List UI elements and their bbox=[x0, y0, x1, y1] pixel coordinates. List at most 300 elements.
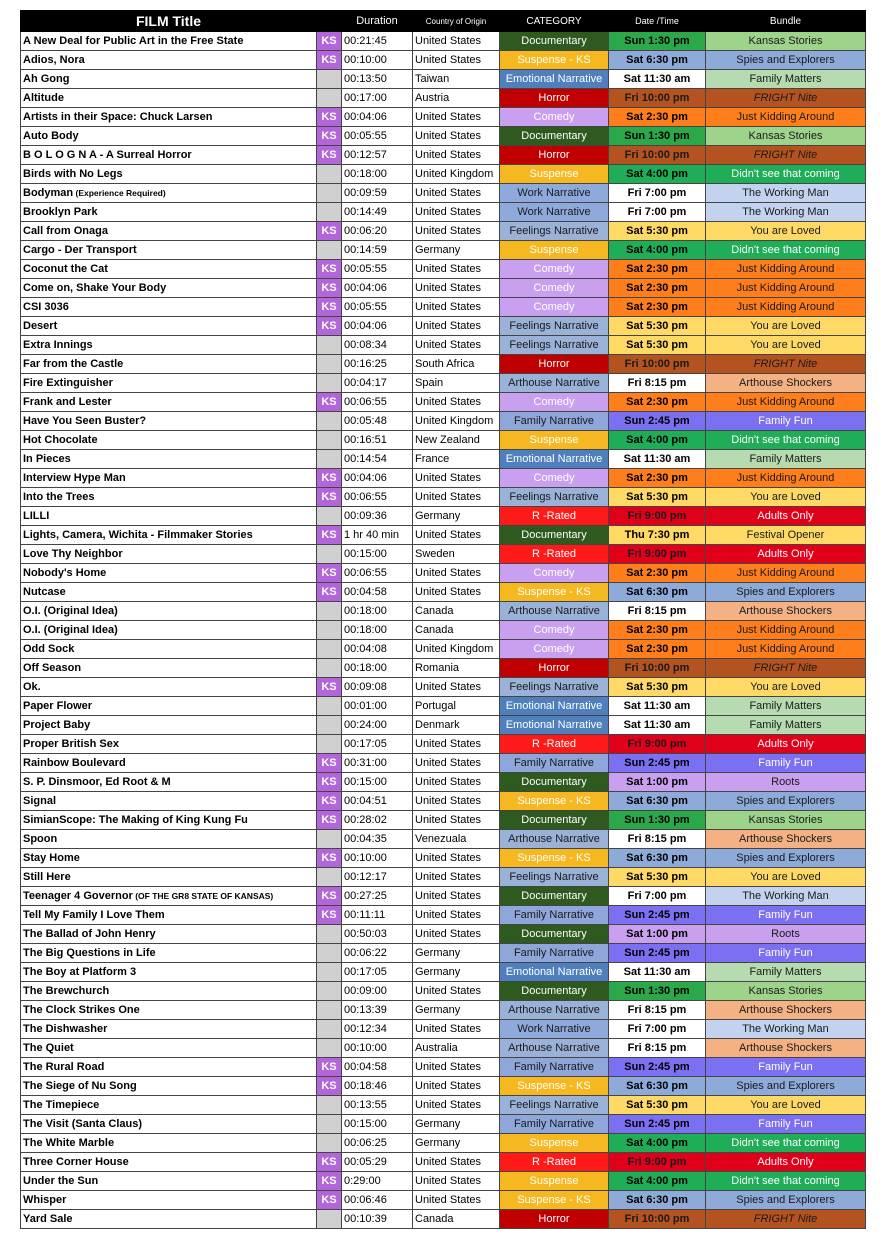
film-title: Have You Seen Buster? bbox=[23, 415, 147, 427]
ks-badge: KS bbox=[317, 1191, 342, 1210]
film-title-cell bbox=[21, 564, 317, 583]
film-title-cell bbox=[21, 925, 317, 944]
duration-cell: 00:16:51 bbox=[342, 431, 413, 450]
category-cell: Horror bbox=[500, 355, 609, 374]
film-title-cell bbox=[21, 184, 317, 203]
ks-badge: KS bbox=[317, 279, 342, 298]
table-row bbox=[21, 963, 866, 982]
datetime-cell: Fri 9:00 pm bbox=[609, 507, 706, 526]
datetime-cell: Sat 4:00 pm bbox=[609, 165, 706, 184]
ks-badge bbox=[317, 336, 342, 355]
ks-badge: KS bbox=[317, 754, 342, 773]
ks-badge: KS bbox=[317, 393, 342, 412]
ks-badge bbox=[317, 868, 342, 887]
bundle-cell: FRIGHT Nite bbox=[706, 659, 866, 678]
category-cell: Arthouse Narrative bbox=[500, 374, 609, 393]
film-title-cell bbox=[21, 811, 317, 830]
country-cell: United States bbox=[413, 773, 500, 792]
bundle-cell: Spies and Explorers bbox=[706, 51, 866, 70]
ks-badge: KS bbox=[317, 564, 342, 583]
datetime-cell: Sat 6:30 pm bbox=[609, 1077, 706, 1096]
film-title-cell bbox=[21, 583, 317, 602]
film-title-cell bbox=[21, 1115, 317, 1134]
country-cell: United States bbox=[413, 1096, 500, 1115]
category-cell: Emotional Narrative bbox=[500, 963, 609, 982]
film-title-cell bbox=[21, 450, 317, 469]
bundle-cell: Family Fun bbox=[706, 754, 866, 773]
film-title: Project Baby bbox=[23, 719, 91, 731]
category-cell: Suspense - KS bbox=[500, 1191, 609, 1210]
category-cell: R -Rated bbox=[500, 545, 609, 564]
table-row bbox=[21, 222, 866, 241]
table-row bbox=[21, 1172, 866, 1191]
duration-cell: 00:04:58 bbox=[342, 1058, 413, 1077]
duration-cell: 00:09:36 bbox=[342, 507, 413, 526]
category-cell: Documentary bbox=[500, 982, 609, 1001]
film-title: Ah Gong bbox=[23, 73, 70, 85]
table-row bbox=[21, 279, 866, 298]
country-cell: Canada bbox=[413, 1210, 500, 1229]
film-title-cell bbox=[21, 697, 317, 716]
film-title-cell bbox=[21, 773, 317, 792]
datetime-cell: Fri 10:00 pm bbox=[609, 89, 706, 108]
film-title: Auto Body bbox=[23, 130, 79, 142]
bundle-cell: Just Kidding Around bbox=[706, 393, 866, 412]
duration-cell: 00:31:00 bbox=[342, 754, 413, 773]
bundle-cell: Arthouse Shockers bbox=[706, 1039, 866, 1058]
bundle-cell: Spies and Explorers bbox=[706, 1191, 866, 1210]
table-row bbox=[21, 260, 866, 279]
country-cell: Germany bbox=[413, 241, 500, 260]
film-title-cell bbox=[21, 469, 317, 488]
bundle-cell: The Working Man bbox=[706, 203, 866, 222]
film-title-cell bbox=[21, 374, 317, 393]
duration-cell: 00:10:00 bbox=[342, 1039, 413, 1058]
table-row bbox=[21, 203, 866, 222]
table-row bbox=[21, 887, 866, 906]
ks-badge bbox=[317, 716, 342, 735]
bundle-cell: Family Fun bbox=[706, 1058, 866, 1077]
film-title: The Rural Road bbox=[23, 1061, 105, 1073]
country-cell: Germany bbox=[413, 963, 500, 982]
duration-cell: 00:04:06 bbox=[342, 108, 413, 127]
ks-badge: KS bbox=[317, 1172, 342, 1191]
datetime-cell: Sun 2:45 pm bbox=[609, 1115, 706, 1134]
datetime-cell: Fri 10:00 pm bbox=[609, 1210, 706, 1229]
bundle-cell: You are Loved bbox=[706, 222, 866, 241]
table-body bbox=[21, 32, 866, 1229]
bundle-cell: Didn't see that coming bbox=[706, 431, 866, 450]
film-title: CSI 3036 bbox=[23, 301, 69, 313]
table-row bbox=[21, 450, 866, 469]
bundle-cell: The Working Man bbox=[706, 887, 866, 906]
film-title-cell bbox=[21, 89, 317, 108]
table-row bbox=[21, 811, 866, 830]
ks-badge bbox=[317, 1096, 342, 1115]
country-cell: United States bbox=[413, 925, 500, 944]
bundle-cell: FRIGHT Nite bbox=[706, 89, 866, 108]
datetime-cell: Sat 1:00 pm bbox=[609, 925, 706, 944]
ks-badge bbox=[317, 431, 342, 450]
datetime-cell: Sun 2:45 pm bbox=[609, 944, 706, 963]
table-row bbox=[21, 906, 866, 925]
category-cell: Horror bbox=[500, 146, 609, 165]
film-title-cell bbox=[21, 906, 317, 925]
country-cell: New Zealand bbox=[413, 431, 500, 450]
film-title-cell bbox=[21, 1058, 317, 1077]
bundle-cell: You are Loved bbox=[706, 336, 866, 355]
country-cell: United States bbox=[413, 51, 500, 70]
country-cell: United Kingdom bbox=[413, 640, 500, 659]
bundle-cell: Just Kidding Around bbox=[706, 298, 866, 317]
film-title: Desert bbox=[23, 320, 58, 332]
category-cell: Comedy bbox=[500, 393, 609, 412]
film-title: Three Corner House bbox=[23, 1156, 129, 1168]
ks-badge: KS bbox=[317, 32, 342, 51]
ks-badge: KS bbox=[317, 488, 342, 507]
category-cell: Suspense - KS bbox=[500, 792, 609, 811]
ks-badge: KS bbox=[317, 317, 342, 336]
table-row bbox=[21, 374, 866, 393]
ks-badge: KS bbox=[317, 811, 342, 830]
ks-badge bbox=[317, 1134, 342, 1153]
country-cell: Germany bbox=[413, 944, 500, 963]
bundle-cell: The Working Man bbox=[706, 1020, 866, 1039]
table-row bbox=[21, 982, 866, 1001]
category-cell: Suspense bbox=[500, 431, 609, 450]
datetime-cell: Fri 8:15 pm bbox=[609, 602, 706, 621]
bundle-cell: Didn't see that coming bbox=[706, 1172, 866, 1191]
table-row bbox=[21, 1134, 866, 1153]
datetime-cell: Sun 1:30 pm bbox=[609, 127, 706, 146]
film-title: Cargo - Der Transport bbox=[23, 244, 137, 256]
header-country: Country of Origin bbox=[413, 11, 500, 32]
duration-cell: 00:14:49 bbox=[342, 203, 413, 222]
bundle-cell: Kansas Stories bbox=[706, 127, 866, 146]
ks-badge: KS bbox=[317, 583, 342, 602]
film-title-cell bbox=[21, 127, 317, 146]
category-cell: Suspense bbox=[500, 1134, 609, 1153]
category-cell: Emotional Narrative bbox=[500, 70, 609, 89]
table-row bbox=[21, 1001, 866, 1020]
datetime-cell: Sat 5:30 pm bbox=[609, 336, 706, 355]
category-cell: Family Narrative bbox=[500, 1115, 609, 1134]
film-title: Bodyman bbox=[23, 187, 74, 199]
bundle-cell: Adults Only bbox=[706, 735, 866, 754]
datetime-cell: Sun 2:45 pm bbox=[609, 906, 706, 925]
category-cell: Suspense bbox=[500, 1172, 609, 1191]
category-cell: Horror bbox=[500, 1210, 609, 1229]
duration-cell: 00:12:57 bbox=[342, 146, 413, 165]
country-cell: Denmark bbox=[413, 716, 500, 735]
duration-cell: 00:28:02 bbox=[342, 811, 413, 830]
bundle-cell: Family Matters bbox=[706, 963, 866, 982]
header-film-title: FILM Title bbox=[21, 11, 317, 32]
film-title: B O L O G N A - A Surreal Horror bbox=[23, 149, 192, 161]
datetime-cell: Sat 6:30 pm bbox=[609, 1191, 706, 1210]
film-title-cell bbox=[21, 241, 317, 260]
category-cell: Documentary bbox=[500, 32, 609, 51]
table-row bbox=[21, 640, 866, 659]
country-cell: United States bbox=[413, 1020, 500, 1039]
film-title: Rainbow Boulevard bbox=[23, 757, 126, 769]
film-title-cell bbox=[21, 203, 317, 222]
bundle-cell: Spies and Explorers bbox=[706, 792, 866, 811]
table-row bbox=[21, 127, 866, 146]
film-title-cell bbox=[21, 868, 317, 887]
duration-cell: 00:18:00 bbox=[342, 602, 413, 621]
bundle-cell: Adults Only bbox=[706, 507, 866, 526]
datetime-cell: Sat 11:30 am bbox=[609, 697, 706, 716]
datetime-cell: Fri 10:00 pm bbox=[609, 355, 706, 374]
ks-badge bbox=[317, 1115, 342, 1134]
table-row bbox=[21, 659, 866, 678]
category-cell: Feelings Narrative bbox=[500, 868, 609, 887]
country-cell: United States bbox=[413, 108, 500, 127]
film-title-cell bbox=[21, 944, 317, 963]
bundle-cell: Family Fun bbox=[706, 412, 866, 431]
film-title-cell bbox=[21, 32, 317, 51]
duration-cell: 00:04:08 bbox=[342, 640, 413, 659]
bundle-cell: FRIGHT Nite bbox=[706, 146, 866, 165]
table-row bbox=[21, 431, 866, 450]
category-cell: Horror bbox=[500, 659, 609, 678]
film-title-cell bbox=[21, 1096, 317, 1115]
duration-cell: 0:29:00 bbox=[342, 1172, 413, 1191]
country-cell: Canada bbox=[413, 602, 500, 621]
table-row bbox=[21, 697, 866, 716]
country-cell: United States bbox=[413, 792, 500, 811]
film-title-cell bbox=[21, 887, 317, 906]
datetime-cell: Sat 6:30 pm bbox=[609, 583, 706, 602]
film-title: Paper Flower bbox=[23, 700, 93, 712]
category-cell: Feelings Narrative bbox=[500, 317, 609, 336]
category-cell: Documentary bbox=[500, 887, 609, 906]
film-title-cell bbox=[21, 1077, 317, 1096]
bundle-cell: You are Loved bbox=[706, 488, 866, 507]
ks-badge bbox=[317, 640, 342, 659]
country-cell: Venezuala bbox=[413, 830, 500, 849]
table-row bbox=[21, 165, 866, 184]
duration-cell: 00:04:51 bbox=[342, 792, 413, 811]
ks-badge bbox=[317, 925, 342, 944]
datetime-cell: Sat 2:30 pm bbox=[609, 108, 706, 127]
country-cell: United States bbox=[413, 317, 500, 336]
datetime-cell: Sat 11:30 am bbox=[609, 963, 706, 982]
duration-cell: 00:17:05 bbox=[342, 963, 413, 982]
film-title: Interview Hype Man bbox=[23, 472, 126, 484]
film-title: Extra Innings bbox=[23, 339, 93, 351]
film-title: Proper British Sex bbox=[23, 738, 119, 750]
film-title: In Pieces bbox=[23, 453, 71, 465]
country-cell: United States bbox=[413, 469, 500, 488]
country-cell: United States bbox=[413, 488, 500, 507]
bundle-cell: You are Loved bbox=[706, 678, 866, 697]
bundle-cell: Just Kidding Around bbox=[706, 621, 866, 640]
ks-badge: KS bbox=[317, 1153, 342, 1172]
bundle-cell: Adults Only bbox=[706, 545, 866, 564]
film-title-cell bbox=[21, 393, 317, 412]
ks-badge bbox=[317, 1020, 342, 1039]
datetime-cell: Thu 7:30 pm bbox=[609, 526, 706, 545]
country-cell: Sweden bbox=[413, 545, 500, 564]
datetime-cell: Fri 9:00 pm bbox=[609, 1153, 706, 1172]
datetime-cell: Sat 5:30 pm bbox=[609, 222, 706, 241]
category-cell: Documentary bbox=[500, 127, 609, 146]
header-category: CATEGORY bbox=[500, 11, 609, 32]
bundle-cell: Didn't see that coming bbox=[706, 165, 866, 184]
film-title-cell bbox=[21, 830, 317, 849]
ks-badge: KS bbox=[317, 51, 342, 70]
country-cell: United States bbox=[413, 1172, 500, 1191]
category-cell: Documentary bbox=[500, 811, 609, 830]
ks-badge bbox=[317, 507, 342, 526]
bundle-cell: Arthouse Shockers bbox=[706, 602, 866, 621]
film-title: The Dishwasher bbox=[23, 1023, 108, 1035]
datetime-cell: Fri 8:15 pm bbox=[609, 830, 706, 849]
table-row bbox=[21, 564, 866, 583]
category-cell: Emotional Narrative bbox=[500, 450, 609, 469]
country-cell: Germany bbox=[413, 507, 500, 526]
table-row bbox=[21, 241, 866, 260]
table-row bbox=[21, 1058, 866, 1077]
table-row bbox=[21, 412, 866, 431]
film-title: Brooklyn Park bbox=[23, 206, 98, 218]
country-cell: United States bbox=[413, 203, 500, 222]
bundle-cell: The Working Man bbox=[706, 184, 866, 203]
film-title-cell bbox=[21, 507, 317, 526]
ks-badge: KS bbox=[317, 1058, 342, 1077]
datetime-cell: Sat 5:30 pm bbox=[609, 1096, 706, 1115]
table-row bbox=[21, 89, 866, 108]
table-row bbox=[21, 1020, 866, 1039]
bundle-cell: Spies and Explorers bbox=[706, 1077, 866, 1096]
category-cell: R -Rated bbox=[500, 1153, 609, 1172]
duration-cell: 00:06:20 bbox=[342, 222, 413, 241]
ks-badge bbox=[317, 241, 342, 260]
country-cell: United States bbox=[413, 146, 500, 165]
film-title: The Boy at Platform 3 bbox=[23, 966, 137, 978]
duration-cell: 00:06:25 bbox=[342, 1134, 413, 1153]
duration-cell: 00:50:03 bbox=[342, 925, 413, 944]
country-cell: Portugal bbox=[413, 697, 500, 716]
film-title-cell bbox=[21, 1020, 317, 1039]
category-cell: Suspense - KS bbox=[500, 1077, 609, 1096]
duration-cell: 00:18:00 bbox=[342, 621, 413, 640]
table-row bbox=[21, 526, 866, 545]
film-title: A New Deal for Public Art in the Free State bbox=[23, 35, 244, 47]
table-row bbox=[21, 1210, 866, 1229]
bundle-cell: Adults Only bbox=[706, 1153, 866, 1172]
film-title: Nobody's Home bbox=[23, 567, 107, 579]
ks-badge bbox=[317, 1210, 342, 1229]
table-row bbox=[21, 602, 866, 621]
film-title-cell bbox=[21, 545, 317, 564]
duration-cell: 00:17:05 bbox=[342, 735, 413, 754]
film-title-cell bbox=[21, 165, 317, 184]
film-title: O.I. (Original Idea) bbox=[23, 605, 118, 617]
film-title-cell bbox=[21, 1210, 317, 1229]
ks-badge bbox=[317, 412, 342, 431]
bundle-cell: Just Kidding Around bbox=[706, 640, 866, 659]
film-title-cell bbox=[21, 754, 317, 773]
country-cell: United States bbox=[413, 526, 500, 545]
film-title: The Timepiece bbox=[23, 1099, 100, 1111]
duration-cell: 00:18:46 bbox=[342, 1077, 413, 1096]
ks-badge bbox=[317, 602, 342, 621]
datetime-cell: Sat 6:30 pm bbox=[609, 792, 706, 811]
category-cell: Feelings Narrative bbox=[500, 222, 609, 241]
bundle-cell: FRIGHT Nite bbox=[706, 355, 866, 374]
duration-cell: 00:15:00 bbox=[342, 545, 413, 564]
category-cell: Comedy bbox=[500, 298, 609, 317]
film-title-cell bbox=[21, 70, 317, 89]
ks-badge: KS bbox=[317, 773, 342, 792]
film-title: Yard Sale bbox=[23, 1213, 73, 1225]
film-title: The Visit (Santa Claus) bbox=[23, 1118, 142, 1130]
datetime-cell: Sat 11:30 am bbox=[609, 70, 706, 89]
duration-cell: 00:11:11 bbox=[342, 906, 413, 925]
film-title: Artists in their Space: Chuck Larsen bbox=[23, 111, 213, 123]
datetime-cell: Sat 2:30 pm bbox=[609, 393, 706, 412]
table-row bbox=[21, 716, 866, 735]
table-row bbox=[21, 146, 866, 165]
country-cell: United Kingdom bbox=[413, 412, 500, 431]
duration-cell: 00:04:17 bbox=[342, 374, 413, 393]
bundle-cell: Roots bbox=[706, 773, 866, 792]
duration-cell: 00:04:58 bbox=[342, 583, 413, 602]
table-row bbox=[21, 792, 866, 811]
category-cell: Work Narrative bbox=[500, 203, 609, 222]
datetime-cell: Sat 2:30 pm bbox=[609, 298, 706, 317]
bundle-cell: Festival Opener bbox=[706, 526, 866, 545]
datetime-cell: Fri 8:15 pm bbox=[609, 1039, 706, 1058]
datetime-cell: Sat 5:30 pm bbox=[609, 678, 706, 697]
datetime-cell: Sat 2:30 pm bbox=[609, 640, 706, 659]
table-row bbox=[21, 830, 866, 849]
country-cell: Germany bbox=[413, 1134, 500, 1153]
country-cell: United States bbox=[413, 982, 500, 1001]
category-cell: Arthouse Narrative bbox=[500, 602, 609, 621]
film-title-cell bbox=[21, 526, 317, 545]
category-cell: Emotional Narrative bbox=[500, 716, 609, 735]
ks-badge: KS bbox=[317, 469, 342, 488]
category-cell: Documentary bbox=[500, 773, 609, 792]
table-row bbox=[21, 184, 866, 203]
datetime-cell: Sat 5:30 pm bbox=[609, 488, 706, 507]
duration-cell: 00:15:00 bbox=[342, 1115, 413, 1134]
duration-cell: 00:06:55 bbox=[342, 393, 413, 412]
film-title: Coconut the Cat bbox=[23, 263, 108, 275]
table-row bbox=[21, 336, 866, 355]
film-title-cell bbox=[21, 678, 317, 697]
table-row bbox=[21, 1077, 866, 1096]
film-title: Off Season bbox=[23, 662, 82, 674]
bundle-cell: Just Kidding Around bbox=[706, 279, 866, 298]
category-cell: Emotional Narrative bbox=[500, 697, 609, 716]
table-row bbox=[21, 1191, 866, 1210]
datetime-cell: Fri 7:00 pm bbox=[609, 1020, 706, 1039]
datetime-cell: Sat 4:00 pm bbox=[609, 1172, 706, 1191]
film-title: Tell My Family I Love Them bbox=[23, 909, 165, 921]
country-cell: South Africa bbox=[413, 355, 500, 374]
ks-badge: KS bbox=[317, 222, 342, 241]
datetime-cell: Fri 9:00 pm bbox=[609, 545, 706, 564]
category-cell: Suspense - KS bbox=[500, 583, 609, 602]
country-cell: United Kingdom bbox=[413, 165, 500, 184]
category-cell: Arthouse Narrative bbox=[500, 830, 609, 849]
country-cell: United States bbox=[413, 1191, 500, 1210]
